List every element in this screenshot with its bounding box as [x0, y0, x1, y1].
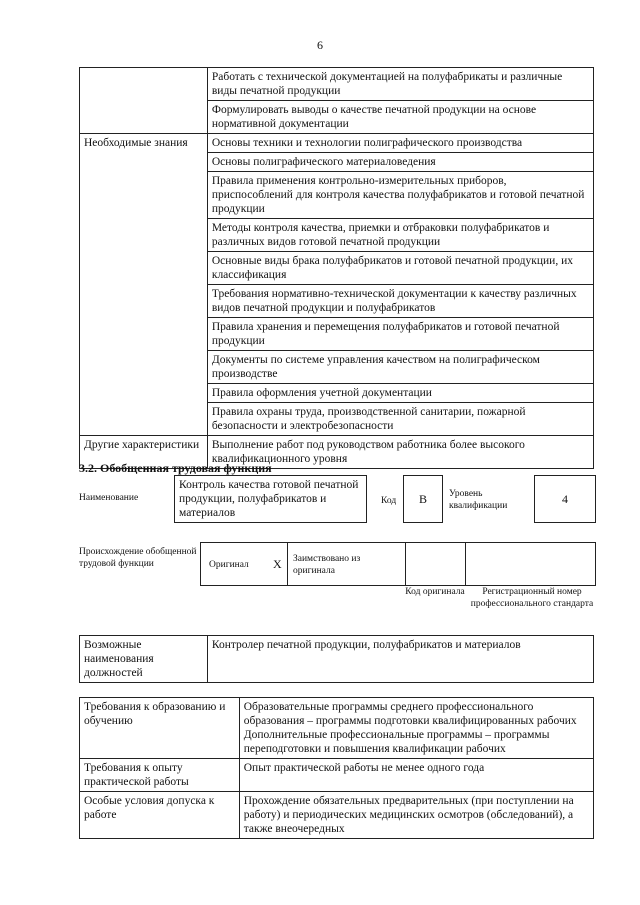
code-label: Код	[381, 496, 397, 506]
list-item: Образовательные программы среднего профессионального образования – программы подготовки квалифицированных рабочих	[243, 701, 577, 727]
education-label: Требования к образованию и обучению	[80, 698, 240, 759]
level-value: 4	[562, 491, 568, 506]
list-item: Основные виды брака полуфабрикатов и готовой печатной продукции, их классификация	[207, 252, 593, 285]
original-mark: X	[273, 557, 282, 571]
borrowed-label: Заимствовано из оригинала	[293, 554, 361, 576]
positions-value: Контролер печатной продукции, полуфабрикатов и материалов	[207, 636, 593, 683]
code-original-label: Код оригинала	[405, 587, 465, 597]
table-row	[80, 636, 594, 683]
list-item: Методы контроля качества, приемки и отбраковки полуфабрикатов и различных видов готовой печатной продукции	[207, 219, 593, 252]
list-item: Документы по системе управления качеством на полиграфическом производстве	[207, 351, 593, 384]
list-item: Выполнение работ под руководством работника более высокого квалификационного уровня	[207, 436, 593, 469]
list-item: Основы техники и технологии полиграфического производства	[207, 134, 593, 153]
level-label: Уровень квалификации	[449, 489, 508, 511]
original-label: Оригинал	[209, 560, 249, 570]
requirements-table	[79, 697, 594, 839]
reg-number-label: Регистрационный номер профессионального стандарта	[470, 587, 594, 609]
code-value-box	[403, 475, 443, 523]
name-label: Наименование	[79, 493, 139, 503]
row-label-other: Другие характеристики	[80, 436, 208, 469]
list-item: Правила оформления учетной документации	[207, 384, 593, 403]
table-row	[80, 792, 594, 839]
table-row	[80, 134, 594, 153]
knowledge-table	[79, 67, 594, 469]
row-label-knowledge: Необходимые знания	[80, 134, 208, 436]
list-item: Правила хранения и перемещения полуфабрикатов и готовой печатной продукции	[207, 318, 593, 351]
positions-table	[79, 635, 594, 683]
code-value: B	[418, 491, 427, 506]
origin-grid	[200, 542, 596, 586]
list-item: Правила охраны труда, производственной санитарии, пожарной безопасности и электробезопасности	[207, 403, 593, 436]
list-item: Прохождение обязательных предварительных (при поступлении на работу) и периодических медицинских осмотров (обследований), а также внеочередных	[239, 792, 593, 839]
row-label	[80, 68, 208, 134]
list-item: Требования нормативно-технической документации к качеству различных видов печатной продукции и полуфабрикатов	[207, 285, 593, 318]
list-item: Опыт практической работы не менее одного года	[239, 759, 593, 792]
section-title: 3.2. Обобщенная трудовая функция	[79, 461, 272, 475]
level-value-box	[534, 475, 596, 523]
page-number: 6	[317, 38, 323, 52]
admission-label: Особые условия допуска к работе	[80, 792, 240, 839]
table-row	[80, 759, 594, 792]
table-row	[80, 68, 594, 101]
origin-label: Происхождение обобщенной трудовой функции	[79, 547, 197, 569]
name-value: Контроль качества готовой печатной продукции, полуфабрикатов и материалов	[179, 479, 359, 519]
experience-label: Требования к опыту практической работы	[80, 759, 240, 792]
positions-label: Возможные наименования должностей	[80, 636, 208, 683]
list-item: Основы полиграфического материаловедения	[207, 153, 593, 172]
list-item: Правила применения контрольно-измерительных приборов, приспособлений для контроля качества полуфабрикатов и готовой печатной продукции	[207, 172, 593, 219]
list-item: Дополнительные профессиональные программы – программы переподготовки и повышения квалификации рабочих	[243, 729, 550, 755]
table-row	[80, 698, 594, 759]
list-item: Работать с технической документацией на полуфабрикаты и различные виды печатной продукции	[207, 68, 593, 101]
list-item: Формулировать выводы о качестве печатной продукции на основе нормативной документации	[207, 101, 593, 134]
name-value-box	[174, 475, 367, 523]
